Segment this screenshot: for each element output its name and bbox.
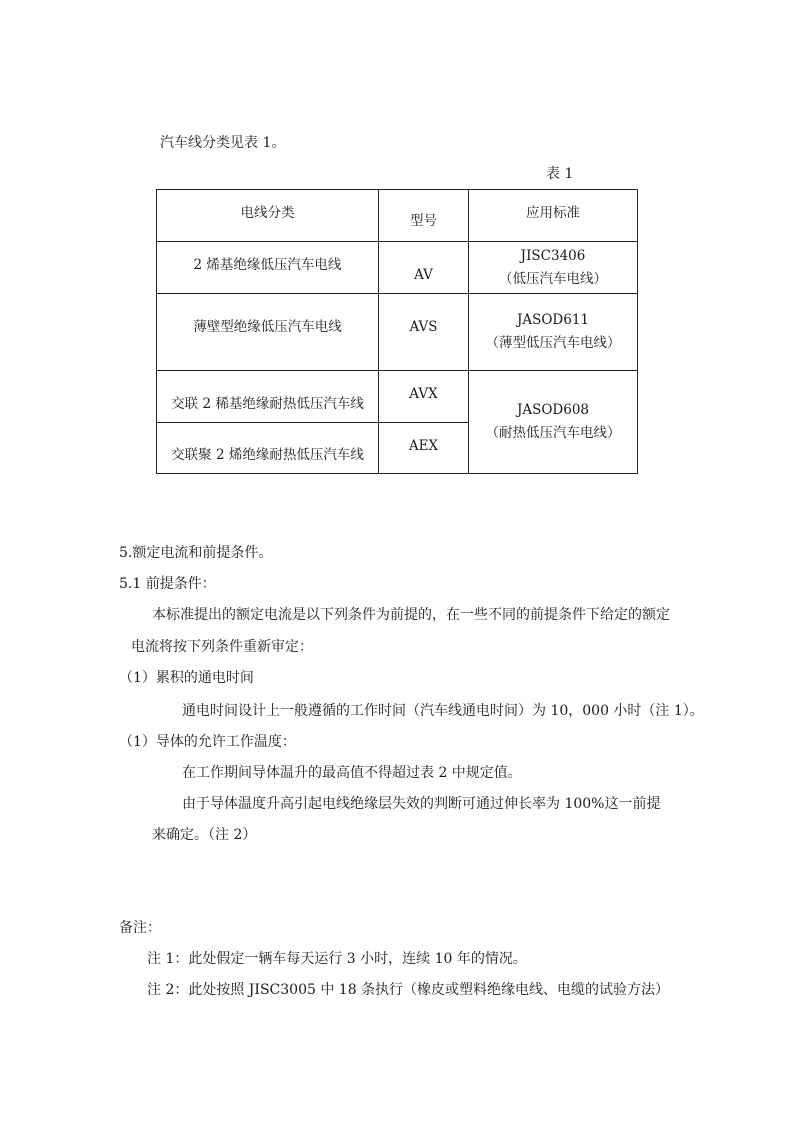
table-row	[157, 242, 638, 294]
row-model: AVX	[379, 371, 469, 423]
row-standard	[469, 242, 638, 294]
standard-code: JASOD608	[516, 402, 590, 419]
standard-code: JASOD611	[516, 312, 590, 329]
paragraph-line: 本标准提出的额定电流是以下列条件为前提的，在一些不同的前提条件下给定的额定	[152, 607, 670, 623]
row-category: 2 烯基绝缘低压汽车电线	[157, 242, 379, 294]
table-caption: 表 1	[546, 166, 574, 182]
row-standard	[469, 294, 638, 371]
item-text: 在工作期间导体温升的最高值不得超过表 2 中规定值。	[182, 765, 522, 781]
item-title: （1）导体的允许工作温度：	[119, 734, 296, 750]
standard-name: （薄型低压汽车电线）	[485, 335, 621, 351]
header-standard: 应用标准	[469, 190, 638, 242]
standard-name: （耐热低压汽车电线）	[485, 425, 621, 441]
item-title: （1）累积的通电时间	[119, 670, 254, 686]
paragraph-line: 电流将按下列条件重新审定：	[131, 639, 313, 655]
row-model: AEX	[379, 423, 469, 474]
item-text: 来确定。（注 2）	[152, 827, 257, 843]
header-category: 电线分类	[157, 190, 379, 242]
table-row	[157, 294, 638, 371]
note-2: 注 2：此处按照 JISC3005 中 18 条执行（橡皮或塑料绝缘电线、电缆的试验方法）	[147, 982, 670, 998]
table-header-row	[157, 190, 638, 242]
standard-code: JISC3406	[520, 247, 586, 264]
row-category: 交联 2 稀基绝缘耐热低压汽车线	[157, 371, 379, 423]
row-model: AVS	[379, 294, 469, 371]
header-model: 型号	[379, 190, 469, 242]
row-category: 薄壁型绝缘低压汽车电线	[157, 294, 379, 371]
standard-name: （低压汽车电线）	[499, 270, 607, 287]
item-text: 由于导体温度升高引起电线绝缘层失效的判断可通过伸长率为 100%这一前提	[182, 796, 661, 812]
subsection-title: 5.1 前提条件：	[119, 576, 216, 592]
table-row	[157, 371, 638, 423]
section-title: 5.额定电流和前提条件。	[119, 545, 273, 561]
row-model: AV	[379, 242, 469, 294]
item-text: 通电时间设计上一般遵循的工作时间（汽车线通电时间）为 10，000 小时（注 1）。	[182, 703, 704, 719]
merged-standard	[469, 371, 638, 474]
note-1: 注 1：此处假定一辆车每天运行 3 小时，连续 10 年的情况。	[147, 951, 527, 967]
row-category: 交联聚 2 烯绝缘耐热低压汽车线	[157, 423, 379, 474]
notes-title: 备注：	[119, 920, 161, 936]
wire-classification-table	[156, 189, 638, 474]
intro-text: 汽车线分类见表 1。	[160, 135, 286, 151]
